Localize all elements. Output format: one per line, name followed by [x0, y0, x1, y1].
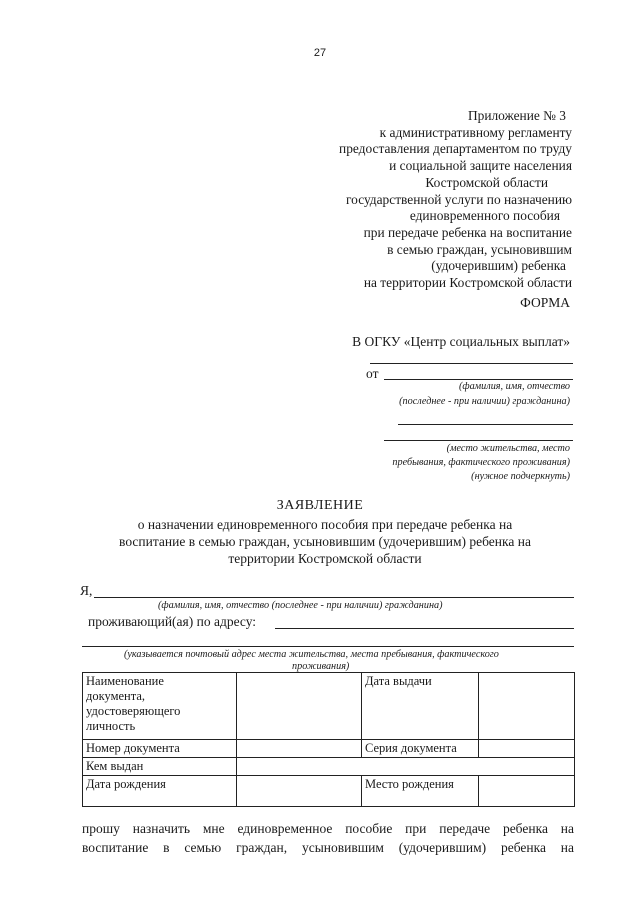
issue-date-value[interactable] — [479, 673, 575, 740]
applicant-name-line[interactable] — [94, 597, 574, 598]
annex-line: Приложение № 3 — [467, 108, 566, 123]
cell-text: личность — [86, 719, 136, 733]
statement-subtitle — [90, 516, 560, 567]
applicant-ya: Я, — [80, 583, 93, 598]
address-label: проживающий(ая) по адресу: — [88, 614, 257, 629]
form-label: ФОРМА — [520, 295, 570, 310]
statement-title: ЗАЯВЛЕНИЕ — [276, 498, 364, 513]
identity-document-table — [82, 672, 575, 807]
issue-date-label: Дата выдачи — [362, 673, 479, 740]
annex-line: в семью граждан, усыновившим — [387, 241, 572, 257]
caption-place: (нужное подчеркнуть) — [471, 471, 570, 482]
subtitle-line: о назначении единовременного пособия при передаче ребенка на — [137, 517, 513, 532]
caption-name: (последнее - при наличии) гражданина) — [399, 396, 570, 407]
annex-line: государственной услуги по назначению — [346, 191, 572, 207]
doc-series-value[interactable] — [479, 740, 575, 758]
annex-line: Костромской области — [425, 174, 548, 190]
body-paragraph — [82, 819, 574, 857]
from-label: от — [366, 366, 379, 381]
address-line[interactable] — [275, 628, 574, 629]
birth-date-label: Дата рождения — [83, 776, 237, 807]
annex-line: при передаче ребенка на воспитание — [363, 224, 572, 240]
cell-text: Наименование — [86, 674, 164, 688]
from-line[interactable] — [384, 379, 573, 380]
issued-by-value[interactable] — [237, 758, 575, 776]
cell-text: документа, — [86, 689, 146, 703]
annex-line: и социальной защите населения — [389, 158, 572, 174]
caption-address: (указывается почтовый адрес места жительства, места пребывания, фактического — [124, 649, 499, 660]
table-row — [83, 758, 575, 776]
body-line: прошу назначить мне единовременное пособие при передаче ребенка на — [82, 821, 574, 836]
addressee-to: В ОГКУ «Центр социальных выплат» — [352, 334, 570, 349]
table-row — [83, 740, 575, 758]
annex-line: единовременного пособия — [409, 208, 560, 224]
caption-name: (фамилия, имя, отчество — [458, 381, 570, 392]
doc-series-label: Серия документа — [362, 740, 479, 758]
table-row — [83, 673, 575, 740]
doc-name-cell — [83, 673, 237, 740]
caption-place: пребывания, фактического проживания) — [392, 457, 570, 468]
page-number: 27 — [313, 47, 327, 59]
caption-address: проживания) — [292, 661, 350, 672]
addressee-line[interactable] — [398, 424, 573, 425]
subtitle-line: территории Костромской области — [228, 551, 422, 566]
address-line-2[interactable] — [82, 646, 574, 647]
birth-date-value[interactable] — [237, 776, 362, 807]
cell-text: удостоверяющего — [86, 704, 181, 718]
annex-line: (удочерившим) ребенка — [431, 258, 566, 274]
annex-header — [282, 108, 572, 292]
issued-by-label: Кем выдан — [83, 758, 237, 776]
doc-number-label: Номер документа — [83, 740, 237, 758]
body-line: воспитание в семью граждан, усыновившим (удочерившим) ребенка на — [82, 840, 574, 855]
caption-applicant-name: (фамилия, имя, отчество (последнее - при наличии) гражданина) — [158, 600, 443, 611]
caption-place: (место жительства, место — [446, 443, 570, 454]
annex-line: на территории Костромской области — [363, 275, 572, 291]
birth-place-value[interactable] — [479, 776, 575, 807]
addressee-line[interactable] — [370, 363, 573, 364]
annex-line: предоставления департаментом по труду — [339, 141, 572, 157]
table-row — [83, 776, 575, 807]
birth-place-label: Место рождения — [362, 776, 479, 807]
subtitle-line: воспитание в семью граждан, усыновившим (удочерившим) ребенка на — [119, 534, 531, 549]
annex-line: к административному регламенту — [379, 124, 572, 140]
addressee-line[interactable] — [384, 440, 573, 441]
doc-name-value[interactable] — [237, 673, 362, 740]
doc-number-value[interactable] — [237, 740, 362, 758]
